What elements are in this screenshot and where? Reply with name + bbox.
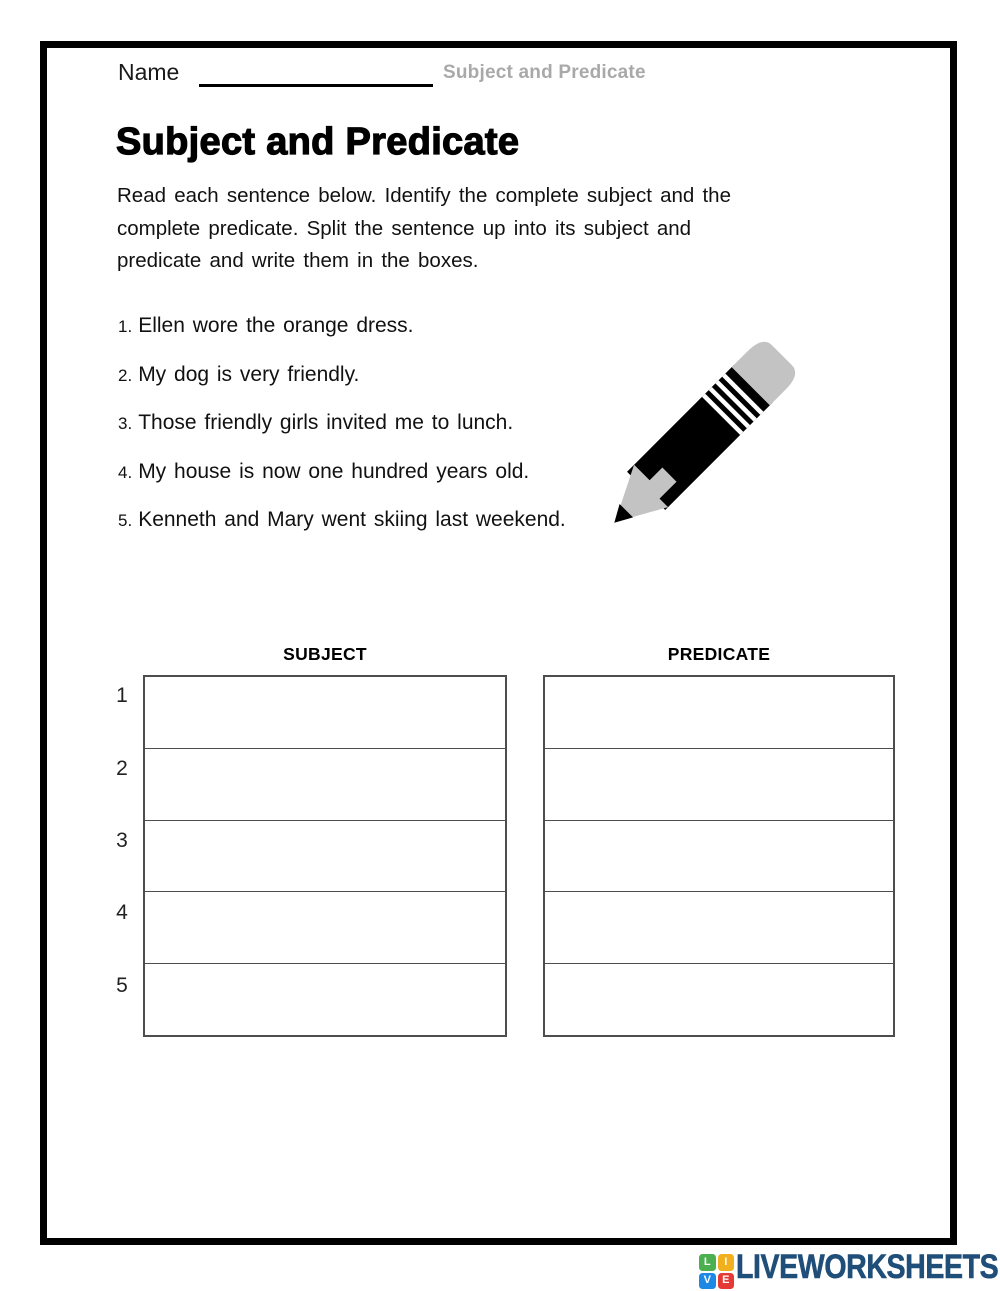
row-number-1: 1	[116, 684, 128, 707]
pencil-icon	[595, 330, 810, 535]
logo-square-i: I	[718, 1254, 735, 1271]
sentence-number: 5.	[118, 511, 133, 530]
predicate-answer-box-2[interactable]	[545, 749, 893, 821]
logo-square-v: V	[699, 1273, 716, 1290]
subject-answer-box-5[interactable]	[145, 964, 505, 1035]
sentence-text: Ellen wore the orange dress.	[138, 314, 414, 337]
sentence-item-5	[118, 508, 566, 532]
sentence-text: Kenneth and Mary went skiing last weekend.	[138, 508, 566, 531]
liveworksheets-grid-icon	[699, 1254, 734, 1289]
row-number-2: 2	[116, 757, 128, 780]
sentence-item-3	[118, 411, 513, 435]
predicate-answer-box-4[interactable]	[545, 892, 893, 964]
predicate-answer-box-3[interactable]	[545, 821, 893, 893]
logo-square-e: E	[718, 1273, 735, 1290]
page-title: Subject and Predicate	[116, 121, 520, 163]
row-number-3: 3	[116, 829, 128, 852]
sentence-item-1	[118, 314, 414, 338]
worksheet-topic-watermark: Subject and Predicate	[443, 62, 646, 83]
logo-square-l: L	[699, 1254, 716, 1271]
sentence-text: My dog is very friendly.	[138, 363, 360, 386]
sentence-number: 4.	[118, 463, 133, 482]
subject-answer-box-3[interactable]	[145, 821, 505, 893]
subject-answer-box-2[interactable]	[145, 749, 505, 821]
instructions-line: Read each sentence below. Identify the complete subject and the	[117, 184, 731, 207]
predicate-answer-box-5[interactable]	[545, 964, 893, 1035]
instructions	[117, 180, 827, 278]
sentence-number: 3.	[118, 414, 133, 433]
row-number-4: 4	[116, 901, 128, 924]
sentence-number: 1.	[118, 317, 133, 336]
name-input-line[interactable]	[199, 84, 433, 87]
predicate-answer-box-1[interactable]	[545, 677, 893, 749]
sentence-number: 2.	[118, 366, 133, 385]
sentence-item-2	[118, 363, 359, 387]
subject-answer-table	[143, 675, 507, 1037]
sentence-item-4	[118, 460, 529, 484]
row-number-5: 5	[116, 974, 128, 997]
predicate-column-header: PREDICATE	[667, 644, 771, 664]
predicate-answer-table	[543, 675, 895, 1037]
name-label: Name	[118, 59, 180, 85]
sentence-text: My house is now one hundred years old.	[138, 460, 530, 483]
liveworksheets-wordmark: LIVEWORKSHEETS	[736, 1248, 999, 1286]
subject-column-header: SUBJECT	[283, 644, 367, 664]
subject-answer-box-1[interactable]	[145, 677, 505, 749]
instructions-line: complete predicate. Split the sentence up into its subject and	[117, 216, 692, 240]
instructions-line: predicate and write them in the boxes.	[117, 249, 479, 272]
sentence-text: Those friendly girls invited me to lunch.	[138, 411, 514, 434]
subject-answer-box-4[interactable]	[145, 892, 505, 964]
